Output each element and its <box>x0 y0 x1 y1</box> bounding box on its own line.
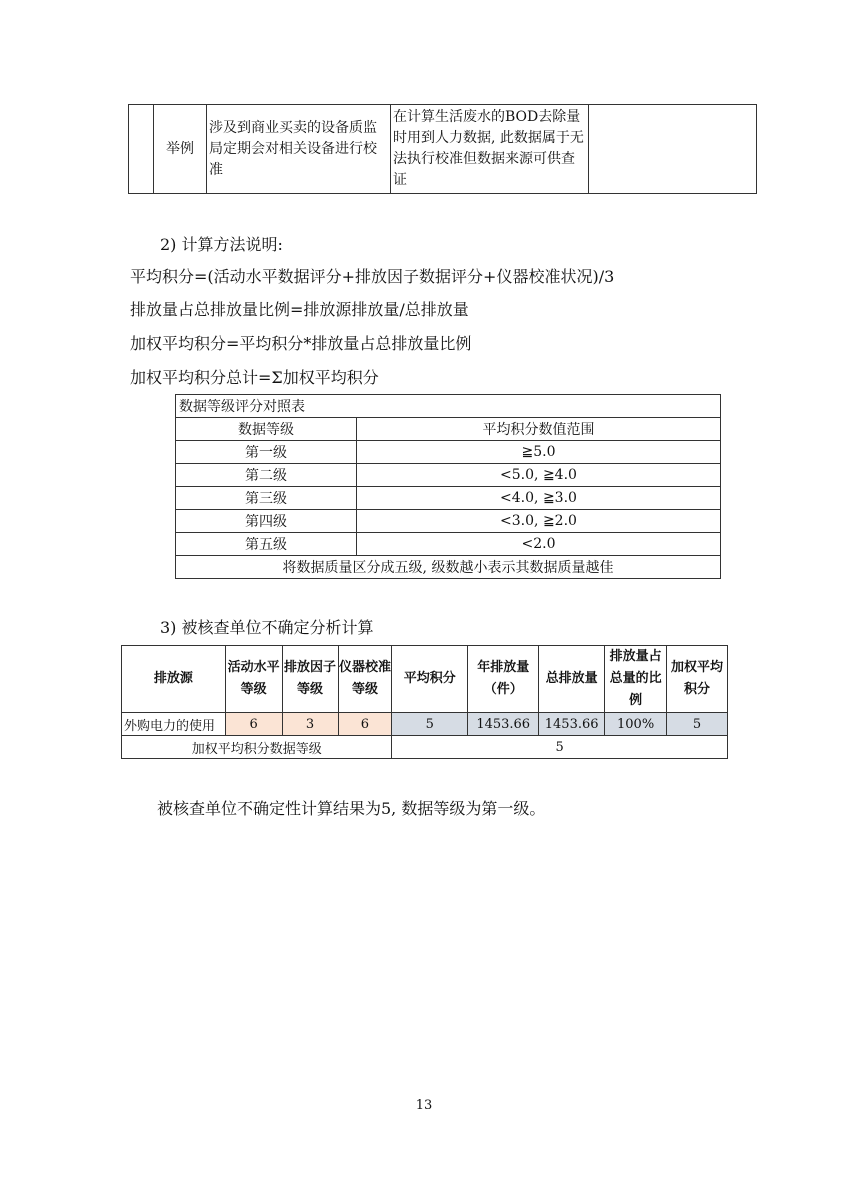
calibration-grade: 6 <box>338 713 392 736</box>
column-header: 年排放量（件） <box>468 646 539 713</box>
uncertainty-table <box>121 645 728 759</box>
table-row <box>176 556 721 579</box>
column-header: 总排放量 <box>539 646 605 713</box>
grade-range: <4.0, ≧3.0 <box>357 487 721 510</box>
example-label: 举例 <box>154 105 207 194</box>
weighted-grade-value: 5 <box>392 736 728 759</box>
empty-cell <box>129 105 154 194</box>
emission-factor-grade: 3 <box>282 713 338 736</box>
table-row <box>129 105 757 194</box>
emission-ratio: 100% <box>605 713 667 736</box>
average-score: 5 <box>392 713 468 736</box>
grade-level: 第五级 <box>176 533 357 556</box>
table-row <box>176 395 721 418</box>
total-emission: 1453.66 <box>539 713 605 736</box>
grade-table <box>175 394 721 579</box>
example-table <box>128 104 757 194</box>
example-cell-calibration: 涉及到商业买卖的设备质监局定期会对相关设备进行校准 <box>207 105 391 194</box>
column-header: 排放因子等级 <box>282 646 338 713</box>
column-header: 数据等级 <box>176 418 357 441</box>
table-header-row <box>176 418 721 441</box>
table-row <box>176 510 721 533</box>
column-header: 加权平均积分 <box>667 646 728 713</box>
section-3-heading: 3) 被核查单位不确定分析计算 <box>160 618 374 637</box>
example-cell-bod: 在计算生活废水的BOD去除量时用到人力数据, 此数据属于无法执行校准但数据来源可供查证 <box>391 105 589 194</box>
weighted-score: 5 <box>667 713 728 736</box>
formula-average-score: 平均积分=(活动水平数据评分+排放因子数据评分+仪器校准状况)/3 <box>130 267 615 286</box>
grade-level: 第三级 <box>176 487 357 510</box>
table-row <box>176 533 721 556</box>
example-cell-empty <box>589 105 757 194</box>
grade-level: 第一级 <box>176 441 357 464</box>
emission-source: 外购电力的使用 <box>122 713 226 736</box>
column-header: 平均积分数值范围 <box>357 418 721 441</box>
grade-table-footer: 将数据质量区分成五级, 级数越小表示其数据质量越佳 <box>176 556 721 579</box>
grade-level: 第四级 <box>176 510 357 533</box>
table-header-row <box>122 646 728 713</box>
table-row <box>122 736 728 759</box>
activity-level-grade: 6 <box>225 713 282 736</box>
column-header: 平均积分 <box>392 646 468 713</box>
page-number: 13 <box>415 1098 433 1113</box>
table-row <box>176 441 721 464</box>
annual-emission: 1453.66 <box>468 713 539 736</box>
table-row <box>176 464 721 487</box>
result-text: 被核查单位不确定性计算结果为5, 数据等级为第一级。 <box>157 799 546 818</box>
grade-range: ≧5.0 <box>357 441 721 464</box>
grade-table-title: 数据等级评分对照表 <box>176 395 721 418</box>
weighted-grade-label: 加权平均积分数据等级 <box>122 736 392 759</box>
table-row <box>176 487 721 510</box>
column-header: 活动水平等级 <box>225 646 282 713</box>
column-header: 排放源 <box>122 646 226 713</box>
grade-level: 第二级 <box>176 464 357 487</box>
grade-range: <5.0, ≧4.0 <box>357 464 721 487</box>
formula-weighted-total: 加权平均积分总计=Σ加权平均积分 <box>130 368 379 387</box>
formula-emission-ratio: 排放量占总排放量比例=排放源排放量/总排放量 <box>130 300 469 319</box>
section-2-heading: 2) 计算方法说明: <box>160 235 283 254</box>
column-header: 仪器校准等级 <box>338 646 392 713</box>
grade-range: <3.0, ≧2.0 <box>357 510 721 533</box>
grade-range: <2.0 <box>357 533 721 556</box>
formula-weighted-score: 加权平均积分=平均积分*排放量占总排放量比例 <box>130 334 472 353</box>
table-row <box>122 713 728 736</box>
column-header: 排放量占总量的比例 <box>605 646 667 713</box>
